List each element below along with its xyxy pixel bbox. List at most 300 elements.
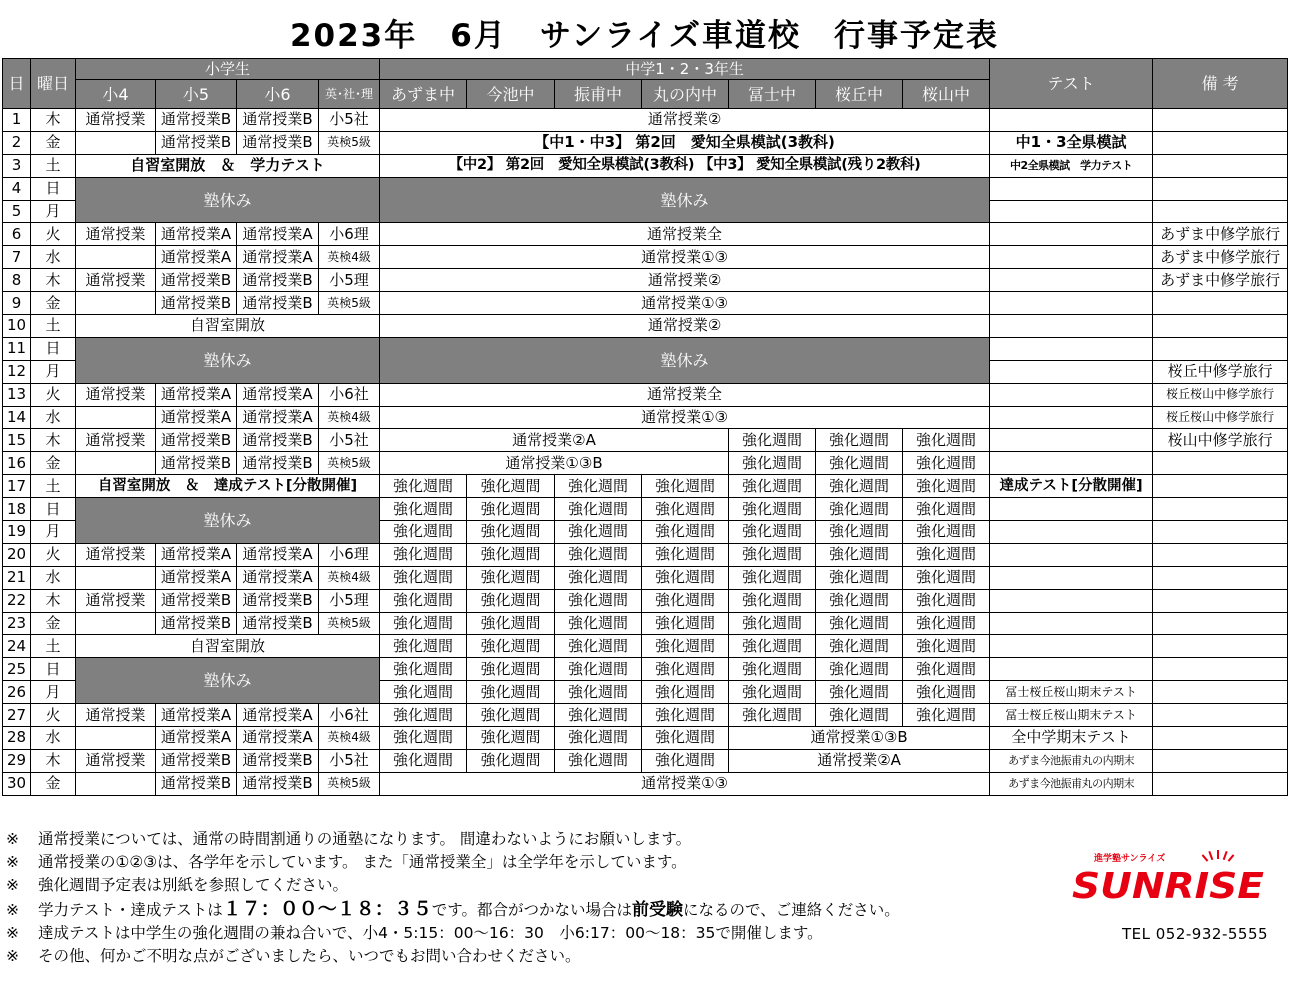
day-cell: 20 <box>3 543 31 566</box>
kyouka-cell: 強化週間 <box>467 475 555 498</box>
junior-closed-cell: 塾休み <box>380 177 990 223</box>
elementary-closed-cell: 塾休み <box>76 498 380 544</box>
note-mark: ※ <box>6 830 19 848</box>
weekday-cell: 土 <box>31 154 76 177</box>
weekday-cell: 日 <box>31 337 76 360</box>
sho4-cell <box>76 292 156 315</box>
day-cell: 12 <box>3 360 31 383</box>
day-cell: 4 <box>3 177 31 200</box>
remark-cell <box>1153 749 1288 772</box>
day-cell: 24 <box>3 635 31 658</box>
table-row <box>3 727 1288 750</box>
weekday-cell: 金 <box>31 772 76 795</box>
note-text: 通常授業の①②③は、各学年を示しています。 また「通常授業全」は全学年を示しています。 <box>38 853 687 872</box>
test-cell <box>990 109 1153 132</box>
elementary-cell: 自習室開放 <box>76 635 380 658</box>
weekday-cell: 月 <box>31 681 76 704</box>
day-cell: 15 <box>3 429 31 452</box>
sho6-cell: 通常授業A <box>237 246 319 269</box>
kyouka-cell: 強化週間 <box>642 635 729 658</box>
table-row <box>3 498 1288 521</box>
sho5-cell: 通常授業A <box>156 543 237 566</box>
kyouka-cell: 強化週間 <box>642 749 729 772</box>
test-cell: 中2全県模試 学力テスト <box>990 154 1153 177</box>
kyouka-cell: 強化週間 <box>467 749 555 772</box>
remark-cell <box>1153 681 1288 704</box>
test-cell: 中1・3全県模試 <box>990 131 1153 154</box>
table-row <box>3 337 1288 360</box>
day-cell: 10 <box>3 315 31 338</box>
kyouka-cell: 強化週間 <box>555 589 642 612</box>
eishari-cell: 英検5級 <box>319 612 380 635</box>
day-cell: 7 <box>3 246 31 269</box>
test-cell <box>990 246 1153 269</box>
header-school: 桜山中 <box>903 80 990 109</box>
kyouka-cell: 強化週間 <box>380 658 467 681</box>
eishari-cell: 小6理 <box>319 543 380 566</box>
kyouka-cell: 強化週間 <box>903 681 990 704</box>
note-text: 強化週間予定表は別紙を参照してください。 <box>38 876 349 895</box>
weekday-cell: 火 <box>31 223 76 246</box>
remark-cell <box>1153 109 1288 132</box>
kyouka-cell: 強化週間 <box>729 543 816 566</box>
test-cell <box>990 177 1153 200</box>
weekday-cell: 金 <box>31 292 76 315</box>
table-row <box>3 566 1288 589</box>
kyouka-cell: 強化週間 <box>729 612 816 635</box>
sho4-cell <box>76 246 156 269</box>
eishari-cell: 英検5級 <box>319 452 380 475</box>
kyouka-cell: 強化週間 <box>467 543 555 566</box>
tel-number: TEL 052-932-5555 <box>1122 925 1269 943</box>
sho5-cell: 通常授業A <box>156 223 237 246</box>
kyouka-cell: 強化週間 <box>729 429 816 452</box>
table-row <box>3 658 1288 681</box>
elementary-closed-cell: 塾休み <box>76 177 380 223</box>
sho4-cell: 通常授業 <box>76 223 156 246</box>
kyouka-cell: 強化週間 <box>729 498 816 521</box>
junior-cell: 通常授業①③ <box>380 772 990 795</box>
day-cell: 13 <box>3 383 31 406</box>
day-cell: 23 <box>3 612 31 635</box>
kyouka-cell: 強化週間 <box>816 658 903 681</box>
test-cell <box>990 543 1153 566</box>
junior-cell: 通常授業①③ <box>380 246 990 269</box>
kyouka-cell: 強化週間 <box>380 475 467 498</box>
remark-cell <box>1153 315 1288 338</box>
table-row <box>3 543 1288 566</box>
sho6-cell: 通常授業B <box>237 749 319 772</box>
weekday-cell: 水 <box>31 246 76 269</box>
sho6-cell: 通常授業B <box>237 429 319 452</box>
junior-cell: 【中2】 第2回 愛知全県模試(3教科) 【中3】 愛知全県模試(残り2教科) <box>380 154 990 177</box>
table-row <box>3 406 1288 429</box>
sho6-cell: 通常授業A <box>237 543 319 566</box>
remark-cell <box>1153 543 1288 566</box>
sho5-cell: 通常授業B <box>156 749 237 772</box>
kyouka-cell: 強化週間 <box>642 658 729 681</box>
remark-cell: あずま中修学旅行 <box>1153 269 1288 292</box>
test-cell: 達成テスト[分散開催] <box>990 475 1153 498</box>
weekday-cell: 土 <box>31 635 76 658</box>
sho4-cell <box>76 131 156 154</box>
sho5-cell: 通常授業B <box>156 429 237 452</box>
remark-cell <box>1153 704 1288 727</box>
remark-cell <box>1153 177 1288 200</box>
note-text: 通常授業については、通常の時間割通りの通塾になります。 間違わないようにお願いします。 <box>38 830 692 848</box>
kyouka-cell: 強化週間 <box>729 521 816 544</box>
header-day: 日 <box>3 59 31 109</box>
kyouka-cell: 強化週間 <box>555 543 642 566</box>
test-cell <box>990 200 1153 223</box>
eishari-cell: 英検4級 <box>319 406 380 429</box>
remark-cell <box>1153 292 1288 315</box>
sho5-cell: 通常授業B <box>156 452 237 475</box>
kyouka-cell: 強化週間 <box>467 612 555 635</box>
table-row <box>3 223 1288 246</box>
remark-cell <box>1153 521 1288 544</box>
elementary-cell: 自習室開放 ＆ 学力テスト <box>76 154 380 177</box>
header-school: 冨士中 <box>729 80 816 109</box>
junior-cell: 通常授業②A <box>729 749 990 772</box>
junior-cell: 通常授業② <box>380 269 990 292</box>
junior-cell: 通常授業①③B <box>380 452 729 475</box>
sho4-cell: 通常授業 <box>76 383 156 406</box>
day-cell: 3 <box>3 154 31 177</box>
header-school: 桜丘中 <box>816 80 903 109</box>
eishari-cell: 小5社 <box>319 109 380 132</box>
kyouka-cell: 強化週間 <box>903 589 990 612</box>
header-school: 振甫中 <box>555 80 642 109</box>
kyouka-cell: 強化週間 <box>555 658 642 681</box>
eishari-cell: 英検5級 <box>319 292 380 315</box>
header-school: 丸の内中 <box>642 80 729 109</box>
weekday-cell: 木 <box>31 269 76 292</box>
sho5-cell: 通常授業B <box>156 612 237 635</box>
note-text: 学力テスト・達成テストは <box>38 900 223 919</box>
test-cell <box>990 429 1153 452</box>
sho6-cell: 通常授業B <box>237 772 319 795</box>
day-cell: 29 <box>3 749 31 772</box>
kyouka-cell: 強化週間 <box>903 475 990 498</box>
sho4-cell <box>76 772 156 795</box>
table-row <box>3 315 1288 338</box>
header-school: 今池中 <box>467 80 555 109</box>
sho4-cell: 通常授業 <box>76 589 156 612</box>
kyouka-cell: 強化週間 <box>903 429 990 452</box>
weekday-cell: 水 <box>31 406 76 429</box>
table-row <box>3 772 1288 795</box>
junior-cell: 通常授業② <box>380 315 990 338</box>
sunrise-logo <box>1034 848 1270 906</box>
weekday-cell: 木 <box>31 749 76 772</box>
junior-cell: 通常授業②A <box>380 429 729 452</box>
remark-cell: 桜丘桜山中修学旅行 <box>1153 383 1288 406</box>
sho5-cell: 通常授業A <box>156 566 237 589</box>
day-cell: 17 <box>3 475 31 498</box>
kyouka-cell: 強化週間 <box>380 612 467 635</box>
kyouka-cell: 強化週間 <box>380 498 467 521</box>
sho4-cell <box>76 452 156 475</box>
note-text: になるので、ご連絡ください。 <box>683 900 900 919</box>
table-row <box>3 292 1288 315</box>
sho4-cell <box>76 612 156 635</box>
remark-cell: 桜丘桜山中修学旅行 <box>1153 406 1288 429</box>
sho6-cell: 通常授業B <box>237 109 319 132</box>
kyouka-cell: 強化週間 <box>380 681 467 704</box>
kyouka-cell: 強化週間 <box>642 498 729 521</box>
remark-cell <box>1153 635 1288 658</box>
kyouka-cell: 強化週間 <box>816 635 903 658</box>
test-cell <box>990 292 1153 315</box>
sho4-cell: 通常授業 <box>76 543 156 566</box>
schedule-table <box>2 58 1288 796</box>
kyouka-cell: 強化週間 <box>380 566 467 589</box>
eishari-cell: 小6社 <box>319 704 380 727</box>
kyouka-cell: 強化週間 <box>555 681 642 704</box>
table-row <box>3 475 1288 498</box>
test-cell <box>990 498 1153 521</box>
sho4-cell <box>76 406 156 429</box>
day-cell: 2 <box>3 131 31 154</box>
kyouka-cell: 強化週間 <box>642 727 729 750</box>
eishari-cell: 英検4級 <box>319 566 380 589</box>
junior-cell: 通常授業全 <box>380 383 990 406</box>
day-cell: 1 <box>3 109 31 132</box>
kyouka-cell: 強化週間 <box>555 566 642 589</box>
test-cell: あずま今池振甫丸の内期末 <box>990 772 1153 795</box>
kyouka-cell: 強化週間 <box>816 521 903 544</box>
note-time: １７：００～１８：３５ <box>222 897 432 920</box>
sho6-cell: 通常授業A <box>237 704 319 727</box>
header-eishari: 英･社･理 <box>319 80 380 109</box>
table-row <box>3 154 1288 177</box>
kyouka-cell: 強化週間 <box>642 612 729 635</box>
test-cell <box>990 223 1153 246</box>
eishari-cell: 小6理 <box>319 223 380 246</box>
eishari-cell: 小5社 <box>319 429 380 452</box>
sho4-cell: 通常授業 <box>76 109 156 132</box>
sho6-cell: 通常授業A <box>237 566 319 589</box>
logo-subtitle: 進学塾サンライズ <box>1094 854 1166 864</box>
day-cell: 26 <box>3 681 31 704</box>
kyouka-cell: 強化週間 <box>816 475 903 498</box>
table-row <box>3 269 1288 292</box>
table-row <box>3 635 1288 658</box>
sho6-cell: 通常授業A <box>237 223 319 246</box>
sho6-cell: 通常授業B <box>237 131 319 154</box>
table-row <box>3 383 1288 406</box>
eishari-cell: 英検4級 <box>319 246 380 269</box>
weekday-cell: 日 <box>31 658 76 681</box>
weekday-cell: 日 <box>31 177 76 200</box>
sho4-cell <box>76 566 156 589</box>
kyouka-cell: 強化週間 <box>816 452 903 475</box>
kyouka-cell: 強化週間 <box>467 498 555 521</box>
kyouka-cell: 強化週間 <box>380 635 467 658</box>
sho5-cell: 通常授業B <box>156 269 237 292</box>
day-cell: 22 <box>3 589 31 612</box>
remark-cell <box>1153 658 1288 681</box>
kyouka-cell: 強化週間 <box>816 612 903 635</box>
remark-cell <box>1153 452 1288 475</box>
test-cell: 冨士桜丘桜山期末テスト <box>990 681 1153 704</box>
sun-rays-icon <box>1202 850 1235 862</box>
kyouka-cell: 強化週間 <box>642 589 729 612</box>
note-mark: ※ <box>6 853 19 872</box>
kyouka-cell: 強化週間 <box>903 543 990 566</box>
note-mark: ※ <box>6 923 19 942</box>
header-sho6: 小6 <box>237 80 319 109</box>
sho5-cell: 通常授業B <box>156 109 237 132</box>
remark-cell: 桜丘中修学旅行 <box>1153 360 1288 383</box>
note-mark: ※ <box>6 900 19 919</box>
junior-cell: 通常授業② <box>380 109 990 132</box>
weekday-cell: 木 <box>31 589 76 612</box>
kyouka-cell: 強化週間 <box>555 475 642 498</box>
weekday-cell: 月 <box>31 360 76 383</box>
header-sho5: 小5 <box>156 80 237 109</box>
day-cell: 5 <box>3 200 31 223</box>
sho5-cell: 通常授業A <box>156 704 237 727</box>
remark-cell <box>1153 566 1288 589</box>
test-cell <box>990 360 1153 383</box>
elementary-cell: 自習室開放 ＆ 達成テスト[分散開催] <box>76 475 380 498</box>
kyouka-cell: 強化週間 <box>816 589 903 612</box>
day-cell: 30 <box>3 772 31 795</box>
weekday-cell: 金 <box>31 131 76 154</box>
eishari-cell: 小6社 <box>319 383 380 406</box>
header-weekday: 曜日 <box>31 59 76 109</box>
eishari-cell: 小5理 <box>319 269 380 292</box>
sho5-cell: 通常授業A <box>156 383 237 406</box>
kyouka-cell: 強化週間 <box>816 498 903 521</box>
header-elementary: 小学生 <box>76 59 380 80</box>
table-row <box>3 452 1288 475</box>
elementary-cell: 自習室開放 <box>76 315 380 338</box>
sho4-cell: 通常授業 <box>76 269 156 292</box>
sho6-cell: 通常授業B <box>237 612 319 635</box>
weekday-cell: 水 <box>31 727 76 750</box>
kyouka-cell: 強化週間 <box>555 704 642 727</box>
kyouka-cell: 強化週間 <box>642 704 729 727</box>
sho6-cell: 通常授業B <box>237 452 319 475</box>
weekday-cell: 土 <box>31 475 76 498</box>
table-row <box>3 589 1288 612</box>
sho6-cell: 通常授業B <box>237 589 319 612</box>
remark-cell <box>1153 612 1288 635</box>
kyouka-cell: 強化週間 <box>729 589 816 612</box>
sho5-cell: 通常授業B <box>156 772 237 795</box>
note-mark: ※ <box>6 876 19 895</box>
kyouka-cell: 強化週間 <box>380 521 467 544</box>
table-row <box>3 612 1288 635</box>
header-junior: 中学1・2・3年生 <box>380 59 990 80</box>
kyouka-cell: 強化週間 <box>467 681 555 704</box>
note-mark: ※ <box>6 947 19 966</box>
weekday-cell: 火 <box>31 543 76 566</box>
remark-cell <box>1153 200 1288 223</box>
table-row <box>3 177 1288 200</box>
kyouka-cell: 強化週間 <box>380 543 467 566</box>
kyouka-cell: 強化週間 <box>729 566 816 589</box>
note-text: その他、何かご不明な点がございましたら、いつでもお問い合わせください。 <box>38 947 581 966</box>
kyouka-cell: 強化週間 <box>555 727 642 750</box>
kyouka-cell: 強化週間 <box>816 566 903 589</box>
kyouka-cell: 強化週間 <box>467 521 555 544</box>
table-row <box>3 246 1288 269</box>
eishari-cell: 英検5級 <box>319 131 380 154</box>
kyouka-cell: 強化週間 <box>467 704 555 727</box>
day-cell: 28 <box>3 727 31 750</box>
kyouka-cell: 強化週間 <box>903 521 990 544</box>
kyouka-cell: 強化週間 <box>816 429 903 452</box>
kyouka-cell: 強化週間 <box>642 521 729 544</box>
sho6-cell: 通常授業B <box>237 292 319 315</box>
test-cell: あずま今池振甫丸の内期末 <box>990 749 1153 772</box>
remark-cell: あずま中修学旅行 <box>1153 246 1288 269</box>
remark-cell <box>1153 337 1288 360</box>
weekday-cell: 火 <box>31 383 76 406</box>
kyouka-cell: 強化週間 <box>467 727 555 750</box>
kyouka-cell: 強化週間 <box>729 681 816 704</box>
kyouka-cell: 強化週間 <box>903 612 990 635</box>
kyouka-cell: 強化週間 <box>555 498 642 521</box>
remark-cell <box>1153 727 1288 750</box>
header-school: あずま中 <box>380 80 467 109</box>
test-cell <box>990 452 1153 475</box>
table-row <box>3 704 1288 727</box>
day-cell: 25 <box>3 658 31 681</box>
test-cell <box>990 315 1153 338</box>
sho4-cell: 通常授業 <box>76 429 156 452</box>
test-cell: 冨士桜丘桜山期末テスト <box>990 704 1153 727</box>
table-row <box>3 109 1288 132</box>
note-line <box>6 922 900 945</box>
kyouka-cell: 強化週間 <box>380 589 467 612</box>
day-cell: 11 <box>3 337 31 360</box>
day-cell: 9 <box>3 292 31 315</box>
sho4-cell <box>76 727 156 750</box>
kyouka-cell: 強化週間 <box>555 612 642 635</box>
kyouka-cell: 強化週間 <box>816 543 903 566</box>
kyouka-cell: 強化週間 <box>729 635 816 658</box>
day-cell: 16 <box>3 452 31 475</box>
test-cell <box>990 521 1153 544</box>
kyouka-cell: 強化週間 <box>555 635 642 658</box>
eishari-cell: 英検4級 <box>319 727 380 750</box>
sho5-cell: 通常授業B <box>156 589 237 612</box>
weekday-cell: 土 <box>31 315 76 338</box>
sun-crescent-icon <box>1036 862 1056 902</box>
kyouka-cell: 強化週間 <box>467 566 555 589</box>
note-line <box>6 851 900 874</box>
kyouka-cell: 強化週間 <box>380 704 467 727</box>
kyouka-cell: 強化週間 <box>729 658 816 681</box>
sho5-cell: 通常授業A <box>156 406 237 429</box>
note-line <box>6 828 900 851</box>
sho4-cell: 通常授業 <box>76 704 156 727</box>
remark-cell <box>1153 131 1288 154</box>
kyouka-cell: 強化週間 <box>380 727 467 750</box>
kyouka-cell: 強化週間 <box>903 635 990 658</box>
day-cell: 8 <box>3 269 31 292</box>
kyouka-cell: 強化週間 <box>380 749 467 772</box>
day-cell: 21 <box>3 566 31 589</box>
test-cell <box>990 589 1153 612</box>
kyouka-cell: 強化週間 <box>555 521 642 544</box>
kyouka-cell: 強化週間 <box>467 589 555 612</box>
